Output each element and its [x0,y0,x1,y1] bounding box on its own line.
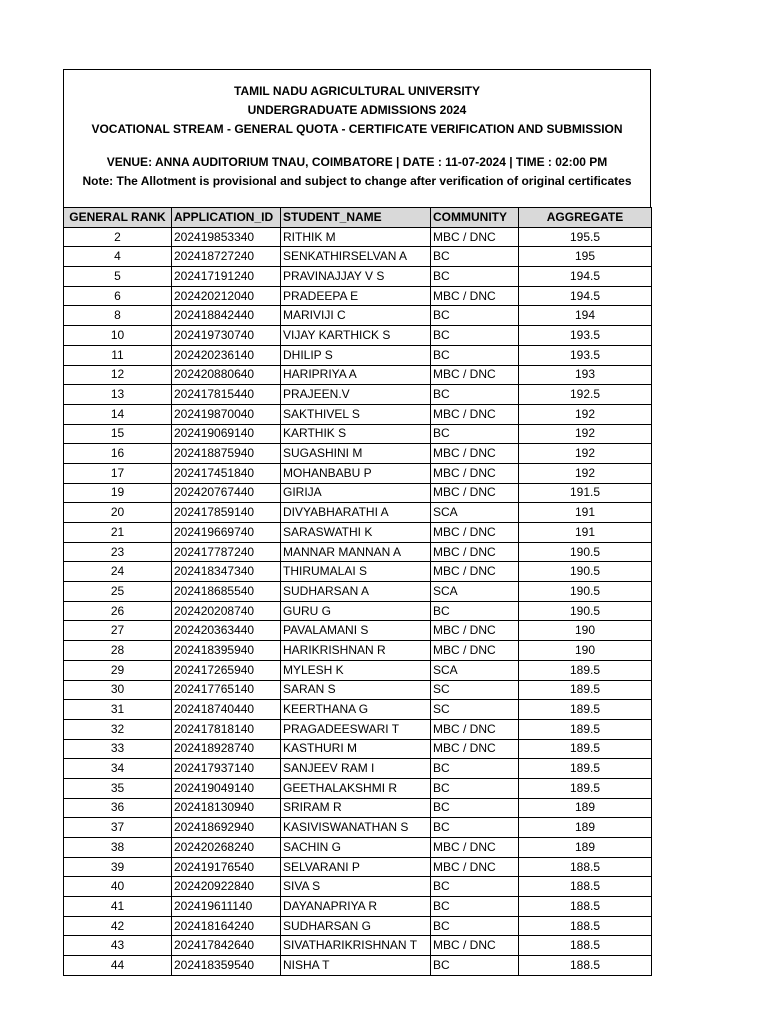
student-name-cell: NISHA T [281,956,431,976]
community-cell: MBC / DNC [431,739,519,759]
table-row [64,385,652,405]
aggregate-cell: 190.5 [519,582,652,602]
student-name-cell: MYLESH K [281,660,431,680]
table-row [64,877,652,897]
student-name-cell: PRAJEEN.V [281,385,431,405]
community-cell: BC [431,877,519,897]
rank-cell: 8 [64,306,172,326]
community-cell: SCA [431,503,519,523]
aggregate-cell: 190.5 [519,542,652,562]
application-id-cell: 202420767440 [172,483,281,503]
community-cell: MBC / DNC [431,857,519,877]
rank-cell: 12 [64,365,172,385]
community-cell: SC [431,700,519,720]
rank-cell: 16 [64,444,172,464]
aggregate-cell: 194.5 [519,267,652,287]
aggregate-cell: 188.5 [519,897,652,917]
student-name-cell: SELVARANI P [281,857,431,877]
rank-cell: 28 [64,641,172,661]
student-name-cell: SENKATHIRSELVAN A [281,247,431,267]
rank-cell: 38 [64,838,172,858]
table-row [64,818,652,838]
community-cell: MBC / DNC [431,286,519,306]
note-line: Note: The Allotment is provisional and subject to change after verification of original certificates [82,174,632,188]
student-name-cell: DIVYABHARATHI A [281,503,431,523]
table-row [64,463,652,483]
table-row [64,621,652,641]
community-cell: MBC / DNC [431,838,519,858]
student-name-cell: SRIRAM R [281,798,431,818]
rank-cell: 33 [64,739,172,759]
aggregate-cell: 189.5 [519,719,652,739]
table-row [64,936,652,956]
table-row [64,345,652,365]
aggregate-cell: 192 [519,463,652,483]
column-header-application-id: APPLICATION_ID [172,208,281,228]
admission-sheet [63,69,651,976]
community-cell: MBC / DNC [431,641,519,661]
table-row [64,503,652,523]
student-name-cell: PAVALAMANI S [281,621,431,641]
rank-cell: 36 [64,798,172,818]
table-row [64,700,652,720]
aggregate-cell: 190.5 [519,562,652,582]
student-name-cell: MARIVIJI C [281,306,431,326]
table-row [64,247,652,267]
community-cell: BC [431,601,519,621]
application-id-cell: 202417191240 [172,267,281,287]
application-id-cell: 202419611140 [172,897,281,917]
aggregate-cell: 193.5 [519,345,652,365]
student-name-cell: KASIVISWANATHAN S [281,818,431,838]
table-row [64,857,652,877]
community-cell: MBC / DNC [431,719,519,739]
community-cell: MBC / DNC [431,483,519,503]
table-row [64,680,652,700]
rank-cell: 24 [64,562,172,582]
table-row [64,778,652,798]
application-id-cell: 202417265940 [172,660,281,680]
rank-cell: 5 [64,267,172,287]
student-name-cell: GURU G [281,601,431,621]
aggregate-cell: 191 [519,503,652,523]
rank-cell: 25 [64,582,172,602]
rank-cell: 19 [64,483,172,503]
application-id-cell: 202419730740 [172,326,281,346]
aggregate-cell: 195 [519,247,652,267]
table-row [64,365,652,385]
student-name-cell: SUDHARSAN G [281,916,431,936]
community-cell: SCA [431,660,519,680]
application-id-cell: 202418692940 [172,818,281,838]
student-name-cell: GIRIJA [281,483,431,503]
student-name-cell: SUGASHINI M [281,444,431,464]
table-row [64,719,652,739]
community-cell: MBC / DNC [431,936,519,956]
table-row [64,897,652,917]
document-header [63,69,651,207]
student-name-cell: MOHANBABU P [281,463,431,483]
table-row [64,542,652,562]
community-cell: BC [431,798,519,818]
student-name-cell: DHILIP S [281,345,431,365]
aggregate-cell: 188.5 [519,956,652,976]
application-id-cell: 202418395940 [172,641,281,661]
community-cell: MBC / DNC [431,621,519,641]
column-header-community: COMMUNITY [431,208,519,228]
application-id-cell: 202420363440 [172,621,281,641]
student-name-cell: PRADEEPA E [281,286,431,306]
aggregate-cell: 190 [519,621,652,641]
rank-cell: 6 [64,286,172,306]
community-cell: BC [431,247,519,267]
student-name-cell: DAYANAPRIYA R [281,897,431,917]
application-id-cell: 202419853340 [172,227,281,247]
student-name-cell: VIJAY KARTHICK S [281,326,431,346]
community-cell: MBC / DNC [431,542,519,562]
student-name-cell: PRAVINAJJAY V S [281,267,431,287]
community-cell: MBC / DNC [431,562,519,582]
application-id-cell: 202419069140 [172,424,281,444]
community-cell: MBC / DNC [431,463,519,483]
aggregate-cell: 188.5 [519,877,652,897]
student-name-cell: KASTHURI M [281,739,431,759]
community-cell: BC [431,424,519,444]
rank-cell: 37 [64,818,172,838]
student-name-cell: KARTHIK S [281,424,431,444]
rank-cell: 26 [64,601,172,621]
student-name-cell: HARIKRISHNAN R [281,641,431,661]
application-id-cell: 202418842440 [172,306,281,326]
rank-cell: 39 [64,857,172,877]
application-id-cell: 202417859140 [172,503,281,523]
community-cell: SC [431,680,519,700]
rank-cell: 23 [64,542,172,562]
aggregate-cell: 189.5 [519,700,652,720]
community-cell: BC [431,326,519,346]
community-cell: BC [431,916,519,936]
application-id-cell: 202418685540 [172,582,281,602]
rank-cell: 44 [64,956,172,976]
aggregate-cell: 191.5 [519,483,652,503]
community-cell: BC [431,385,519,405]
rank-cell: 32 [64,719,172,739]
student-name-cell: PRAGADEESWARI T [281,719,431,739]
application-id-cell: 202420208740 [172,601,281,621]
rank-cell: 31 [64,700,172,720]
rank-cell: 42 [64,916,172,936]
application-id-cell: 202420236140 [172,345,281,365]
aggregate-cell: 190.5 [519,601,652,621]
rank-cell: 34 [64,759,172,779]
community-cell: MBC / DNC [431,404,519,424]
aggregate-cell: 188.5 [519,857,652,877]
aggregate-cell: 189.5 [519,778,652,798]
table-row [64,582,652,602]
aggregate-cell: 189.5 [519,759,652,779]
table-row [64,838,652,858]
student-name-cell: SIVATHARIKRISHNAN T [281,936,431,956]
venue-line: VENUE: ANNA AUDITORIUM TNAU, COIMBATORE | DATE : 11-07-2024 | TIME : 02:00 PM [106,155,608,169]
aggregate-cell: 193.5 [519,326,652,346]
application-id-cell: 202418347340 [172,562,281,582]
aggregate-cell: 188.5 [519,916,652,936]
rank-cell: 35 [64,778,172,798]
table-row [64,267,652,287]
aggregate-cell: 189 [519,798,652,818]
student-name-cell: SAKTHIVEL S [281,404,431,424]
student-name-cell: SANJEEV RAM I [281,759,431,779]
application-id-cell: 202418740440 [172,700,281,720]
column-header-student-name: STUDENT_NAME [281,208,431,228]
aggregate-cell: 189.5 [519,739,652,759]
community-cell: SCA [431,582,519,602]
application-id-cell: 202417937140 [172,759,281,779]
aggregate-cell: 193 [519,365,652,385]
rank-cell: 14 [64,404,172,424]
rank-cell: 21 [64,523,172,543]
rank-cell: 27 [64,621,172,641]
community-cell: BC [431,345,519,365]
allotment-table [63,207,652,976]
student-name-cell: THIRUMALAI S [281,562,431,582]
student-name-cell: MANNAR MANNAN A [281,542,431,562]
community-cell: BC [431,778,519,798]
application-id-cell: 202417451840 [172,463,281,483]
aggregate-cell: 192 [519,424,652,444]
application-id-cell: 202418130940 [172,798,281,818]
application-id-cell: 202417765140 [172,680,281,700]
rank-cell: 4 [64,247,172,267]
application-id-cell: 202420922840 [172,877,281,897]
application-id-cell: 202420268240 [172,838,281,858]
column-header-rank: GENERAL RANK [64,208,172,228]
community-cell: BC [431,956,519,976]
application-id-cell: 202418928740 [172,739,281,759]
community-cell: MBC / DNC [431,523,519,543]
table-row [64,306,652,326]
community-cell: BC [431,306,519,326]
rank-cell: 41 [64,897,172,917]
table-row [64,562,652,582]
table-row [64,601,652,621]
community-cell: BC [431,759,519,779]
table-row [64,483,652,503]
table-row [64,739,652,759]
stream-title: VOCATIONAL STREAM - GENERAL QUOTA - CERTIFICATE VERIFICATION AND SUBMISSION [91,122,623,136]
aggregate-cell: 195.5 [519,227,652,247]
rank-cell: 43 [64,936,172,956]
table-row [64,759,652,779]
application-id-cell: 202417815440 [172,385,281,405]
aggregate-cell: 189 [519,818,652,838]
aggregate-cell: 194 [519,306,652,326]
table-row [64,424,652,444]
rank-cell: 10 [64,326,172,346]
table-body [64,227,652,975]
table-header-row [64,208,652,228]
admissions-title: UNDERGRADUATE ADMISSIONS 2024 [247,103,467,117]
aggregate-cell: 192.5 [519,385,652,405]
rank-cell: 29 [64,660,172,680]
university-title: TAMIL NADU AGRICULTURAL UNIVERSITY [234,84,480,98]
table-row [64,286,652,306]
table-row [64,523,652,543]
community-cell: MBC / DNC [431,227,519,247]
application-id-cell: 202418727240 [172,247,281,267]
application-id-cell: 202418359540 [172,956,281,976]
application-id-cell: 202419176540 [172,857,281,877]
table-row [64,660,652,680]
rank-cell: 40 [64,877,172,897]
aggregate-cell: 194.5 [519,286,652,306]
application-id-cell: 202420880640 [172,365,281,385]
aggregate-cell: 191 [519,523,652,543]
application-id-cell: 202419669740 [172,523,281,543]
student-name-cell: RITHIK M [281,227,431,247]
aggregate-cell: 192 [519,404,652,424]
rank-cell: 30 [64,680,172,700]
table-row [64,444,652,464]
table-row [64,227,652,247]
rank-cell: 11 [64,345,172,365]
student-name-cell: SACHIN G [281,838,431,858]
application-id-cell: 202417818140 [172,719,281,739]
community-cell: BC [431,897,519,917]
aggregate-cell: 189.5 [519,680,652,700]
rank-cell: 15 [64,424,172,444]
application-id-cell: 202419870040 [172,404,281,424]
table-row [64,916,652,936]
rank-cell: 2 [64,227,172,247]
community-cell: BC [431,818,519,838]
rank-cell: 20 [64,503,172,523]
student-name-cell: SARASWATHI K [281,523,431,543]
student-name-cell: SARAN S [281,680,431,700]
aggregate-cell: 189.5 [519,660,652,680]
application-id-cell: 202420212040 [172,286,281,306]
rank-cell: 13 [64,385,172,405]
table-row [64,641,652,661]
application-id-cell: 202418164240 [172,916,281,936]
student-name-cell: SIVA S [281,877,431,897]
application-id-cell: 202417842640 [172,936,281,956]
aggregate-cell: 190 [519,641,652,661]
table-row [64,404,652,424]
rank-cell: 17 [64,463,172,483]
aggregate-cell: 189 [519,838,652,858]
student-name-cell: SUDHARSAN A [281,582,431,602]
student-name-cell: GEETHALAKSHMI R [281,778,431,798]
table-row [64,326,652,346]
table-row [64,956,652,976]
aggregate-cell: 192 [519,444,652,464]
aggregate-cell: 188.5 [519,936,652,956]
application-id-cell: 202418875940 [172,444,281,464]
community-cell: MBC / DNC [431,444,519,464]
column-header-aggregate: AGGREGATE [519,208,652,228]
application-id-cell: 202417787240 [172,542,281,562]
student-name-cell: HARIPRIYA A [281,365,431,385]
student-name-cell: KEERTHANA G [281,700,431,720]
community-cell: BC [431,267,519,287]
community-cell: MBC / DNC [431,365,519,385]
application-id-cell: 202419049140 [172,778,281,798]
table-row [64,798,652,818]
